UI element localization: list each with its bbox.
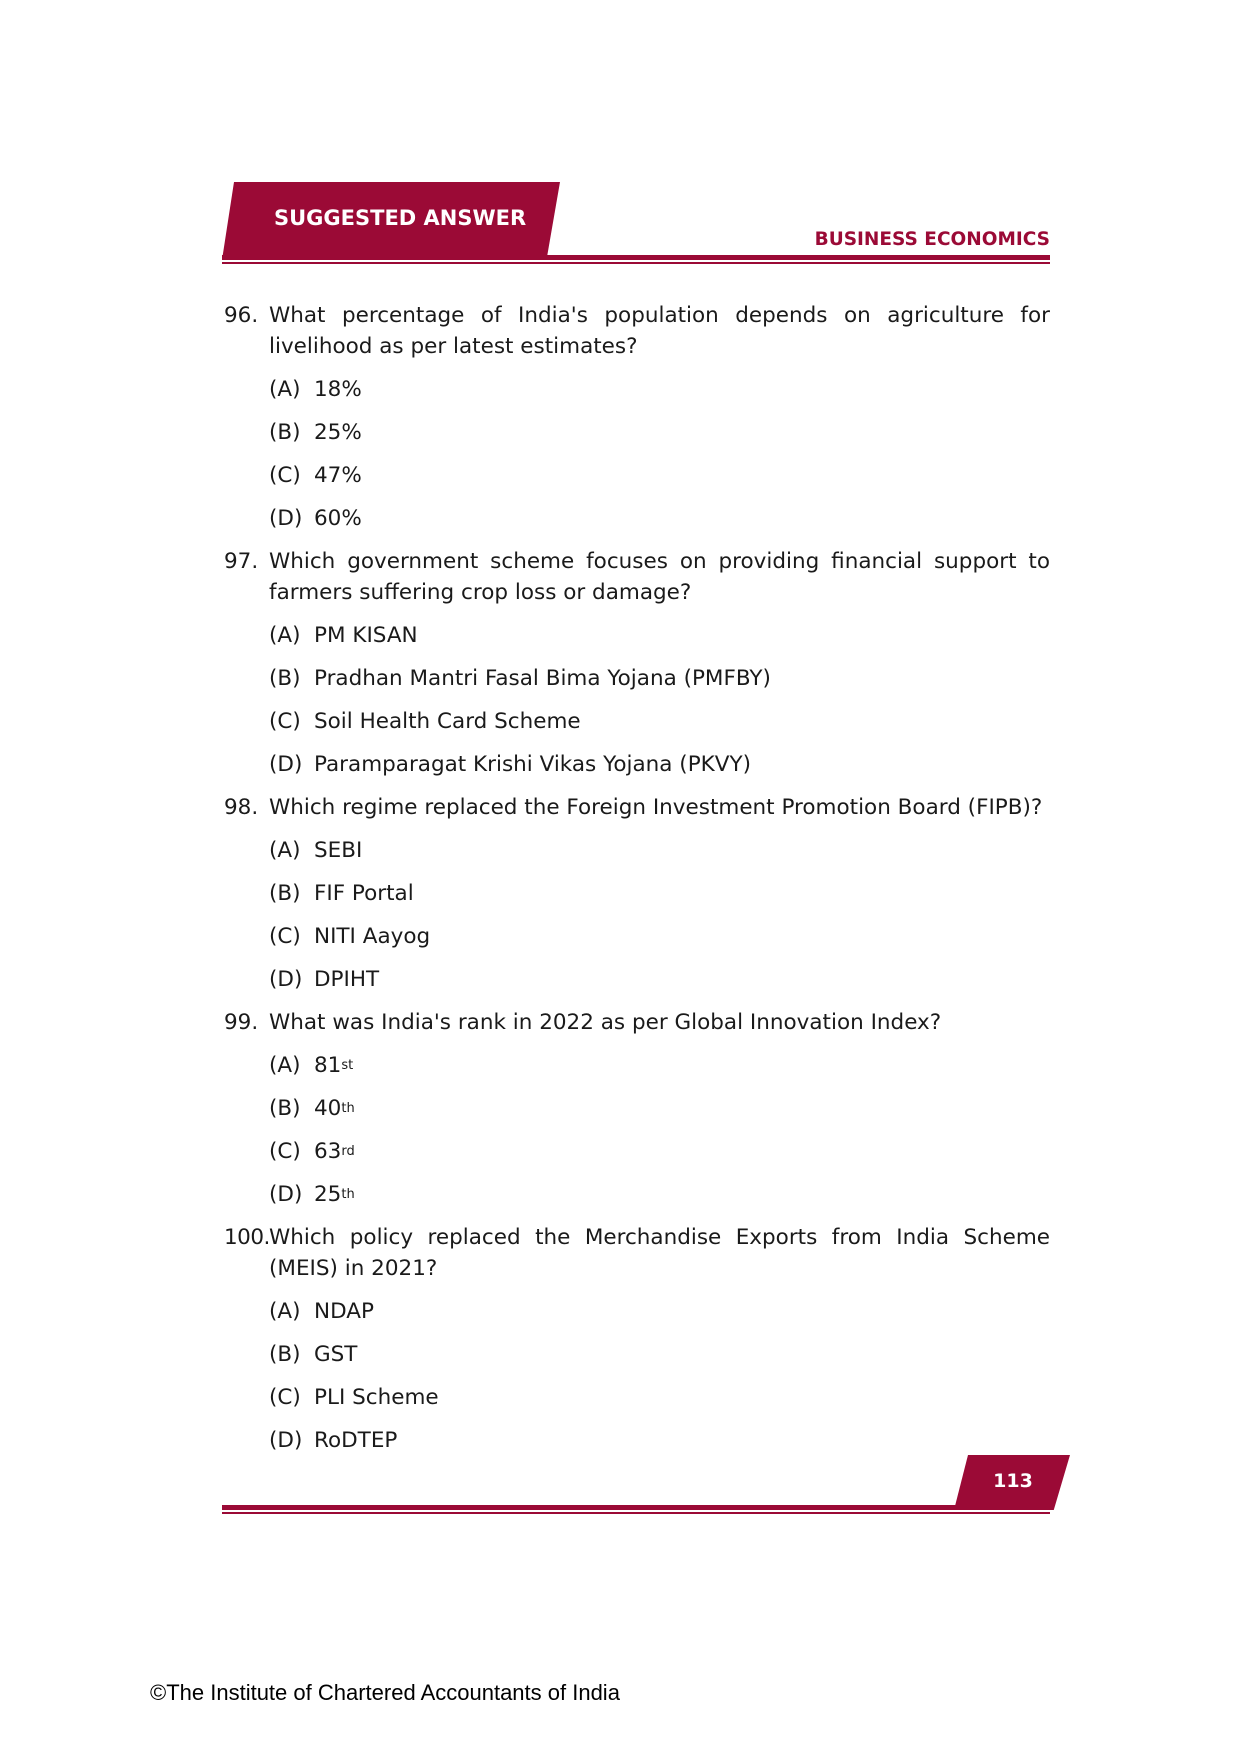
option-d [269, 1179, 1050, 1210]
option-a [269, 620, 1050, 651]
option-b [269, 663, 1050, 694]
footer-rule-thin [222, 1512, 1050, 1514]
footer-rule [222, 1505, 1050, 1510]
option-letter: (D) [269, 506, 303, 531]
question-number: 99. [224, 1010, 259, 1035]
question-text: Which government scheme focuses on providing financial support to farmers suffering crop loss or damage? [269, 549, 1050, 605]
option-letter: (A) [269, 1299, 301, 1324]
option-letter: (C) [269, 1139, 301, 1164]
question-99 [224, 1007, 1050, 1210]
option-c [269, 460, 1050, 491]
question-number: 100. [224, 1225, 270, 1250]
option-suffix: st [341, 1058, 354, 1073]
option-text: PM KISAN [314, 623, 418, 648]
option-text: 63 [314, 1139, 342, 1164]
option-b [269, 1339, 1050, 1370]
option-letter: (C) [269, 463, 301, 488]
question-text: Which regime replaced the Foreign Investment Promotion Board (FIPB)? [269, 795, 1043, 820]
option-text: 60% [314, 506, 362, 531]
option-letter: (B) [269, 420, 301, 445]
header-rule [222, 255, 1050, 260]
header-subject: BUSINESS ECONOMICS [814, 229, 1050, 250]
option-letter: (C) [269, 924, 301, 949]
option-text: SEBI [314, 838, 363, 863]
header-tab-label: SUGGESTED ANSWER [274, 206, 527, 230]
option-letter: (D) [269, 1182, 303, 1207]
option-letter: (A) [269, 1053, 301, 1078]
option-b [269, 417, 1050, 448]
option-d [269, 1425, 1050, 1456]
option-text: Paramparagat Krishi Vikas Yojana (PKVY) [314, 752, 751, 777]
question-list [224, 300, 1050, 1456]
option-text: 18% [314, 377, 362, 402]
copyright-notice: ©The Institute of Chartered Accountants of India [150, 1680, 620, 1705]
question-text: What percentage of India's population depends on agriculture for livelihood as per latest estimates? [269, 303, 1050, 359]
option-text: 25 [314, 1182, 342, 1207]
option-a [269, 374, 1050, 405]
option-text: Pradhan Mantri Fasal Bima Yojana (PMFBY) [314, 666, 771, 691]
option-text: NITI Aayog [314, 924, 431, 949]
option-c [269, 1382, 1050, 1413]
option-text: 81 [314, 1053, 342, 1078]
question-100 [224, 1222, 1050, 1456]
question-text: What was India's rank in 2022 as per Global Innovation Index? [269, 1010, 942, 1035]
option-d [269, 749, 1050, 780]
option-suffix: th [341, 1187, 355, 1202]
option-suffix: th [341, 1101, 355, 1116]
option-d [269, 964, 1050, 995]
option-text: RoDTEP [314, 1428, 398, 1453]
page-number: 113 [993, 1470, 1033, 1492]
option-letter: (B) [269, 1096, 301, 1121]
option-letter: (A) [269, 838, 301, 863]
option-letter: (B) [269, 1342, 301, 1367]
option-text: Soil Health Card Scheme [314, 709, 581, 734]
option-letter: (B) [269, 666, 301, 691]
question-97 [224, 546, 1050, 780]
option-text: 40 [314, 1096, 342, 1121]
option-letter: (D) [269, 1428, 303, 1453]
option-c [269, 706, 1050, 737]
question-96 [224, 300, 1050, 534]
option-suffix: rd [341, 1144, 355, 1159]
option-letter: (A) [269, 377, 301, 402]
question-number: 96. [224, 303, 259, 328]
question-number: 97. [224, 549, 259, 574]
header-rule-thin [222, 262, 1050, 264]
option-text: NDAP [314, 1299, 374, 1324]
question-number: 98. [224, 795, 259, 820]
option-text: PLI Scheme [314, 1385, 439, 1410]
option-text: 25% [314, 420, 362, 445]
option-letter: (D) [269, 752, 303, 777]
option-letter: (B) [269, 881, 301, 906]
option-d [269, 503, 1050, 534]
option-b [269, 878, 1050, 909]
option-text: DPIHT [314, 967, 380, 992]
option-text: FIF Portal [314, 881, 414, 906]
option-a [269, 835, 1050, 866]
option-letter: (C) [269, 1385, 301, 1410]
option-letter: (C) [269, 709, 301, 734]
question-98 [224, 792, 1050, 995]
option-letter: (A) [269, 623, 301, 648]
question-text: Which policy replaced the Merchandise Exports from India Scheme (MEIS) in 2021? [269, 1225, 1050, 1281]
option-letter: (D) [269, 967, 303, 992]
option-text: 47% [314, 463, 362, 488]
option-c [269, 921, 1050, 952]
option-b [269, 1093, 1050, 1124]
option-a [269, 1296, 1050, 1327]
option-a [269, 1050, 1050, 1081]
option-c [269, 1136, 1050, 1167]
option-text: GST [314, 1342, 358, 1367]
